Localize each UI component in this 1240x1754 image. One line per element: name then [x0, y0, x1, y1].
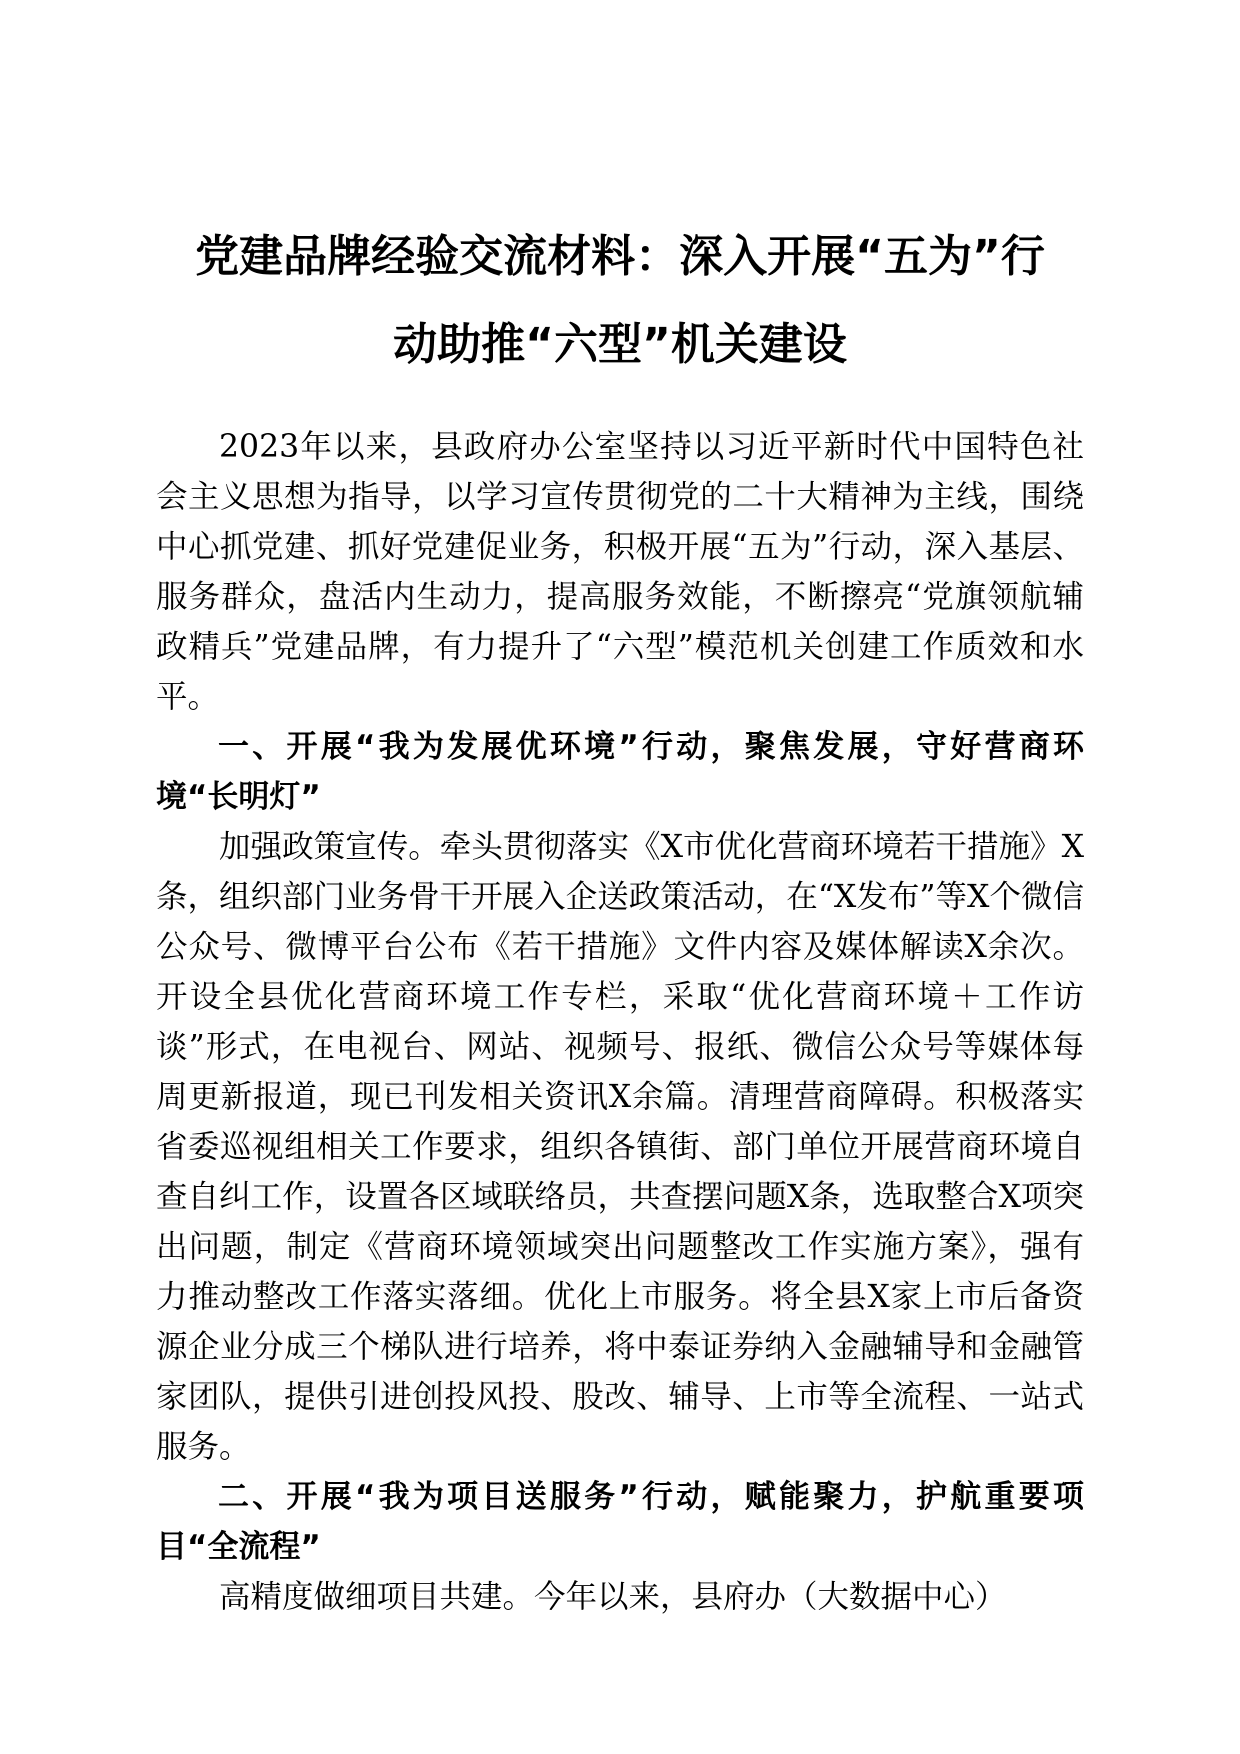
document-title-line-2: 动助推“六型”机关建设 [393, 319, 847, 370]
document-title-line-1: 党建品牌经验交流材料：深入开展“五为”行 [195, 231, 1045, 282]
section-1-paragraph: 加强政策宣传。牵头贯彻落实《X市优化营商环境若干措施》X条，组织部门业务骨干开展入企送政策活动，在“X发布”等X个微信公众号、微博平台公布《若干措施》文件内容及媒体解读X余次。开设全县优化营商环境工作专栏，采取“优化营商环境＋工作访谈”形式，在电视台、网站、视频号、报纸、微信公众号等媒体每周更新报道，现已刊发相关资讯X余篇。清理营商障碍。积极落实省委巡视组相关工作要求，组织各镇街、部门单位开展营商环境自查自纠工作，设置各区域联络员，共查摆问题X条，选取整合X项突出问题，制定《营商环境领域突出问题整改工作实施方案》，强有力推动整改工作落实落细。优化上市服务。将全县X家上市后备资源企业分成三个梯队进行培养，将中泰证券纳入金融辅导和金融管家团队，提供引进创投风投、股改、辅导、上市等全流程、一站式服务。 [156, 829, 1084, 1465]
section-2-paragraph: 高精度做细项目共建。今年以来，县府办（大数据中心） [219, 1579, 1007, 1615]
section-heading-1: 一、开展“我为发展优环境”行动，聚焦发展，守好营商环境“长明灯” [156, 729, 1084, 815]
section-heading-2: 二、开展“我为项目送服务”行动，赋能聚力，护航重要项目“全流程” [156, 1479, 1084, 1565]
intro-paragraph: 2023年以来，县政府办公室坚持以习近平新时代中国特色社会主义思想为指导，以学习宣传贯彻党的二十大精神为主线，围绕中心抓党建、抓好党建促业务，积极开展“五为”行动，深入基层、服务群众，盘活内生动力，提高服务效能，不断擦亮“党旗领航辅政精兵”党建品牌，有力提升了“六型”模范机关创建工作质效和水平。 [156, 429, 1084, 715]
document-body [156, 422, 1084, 1622]
